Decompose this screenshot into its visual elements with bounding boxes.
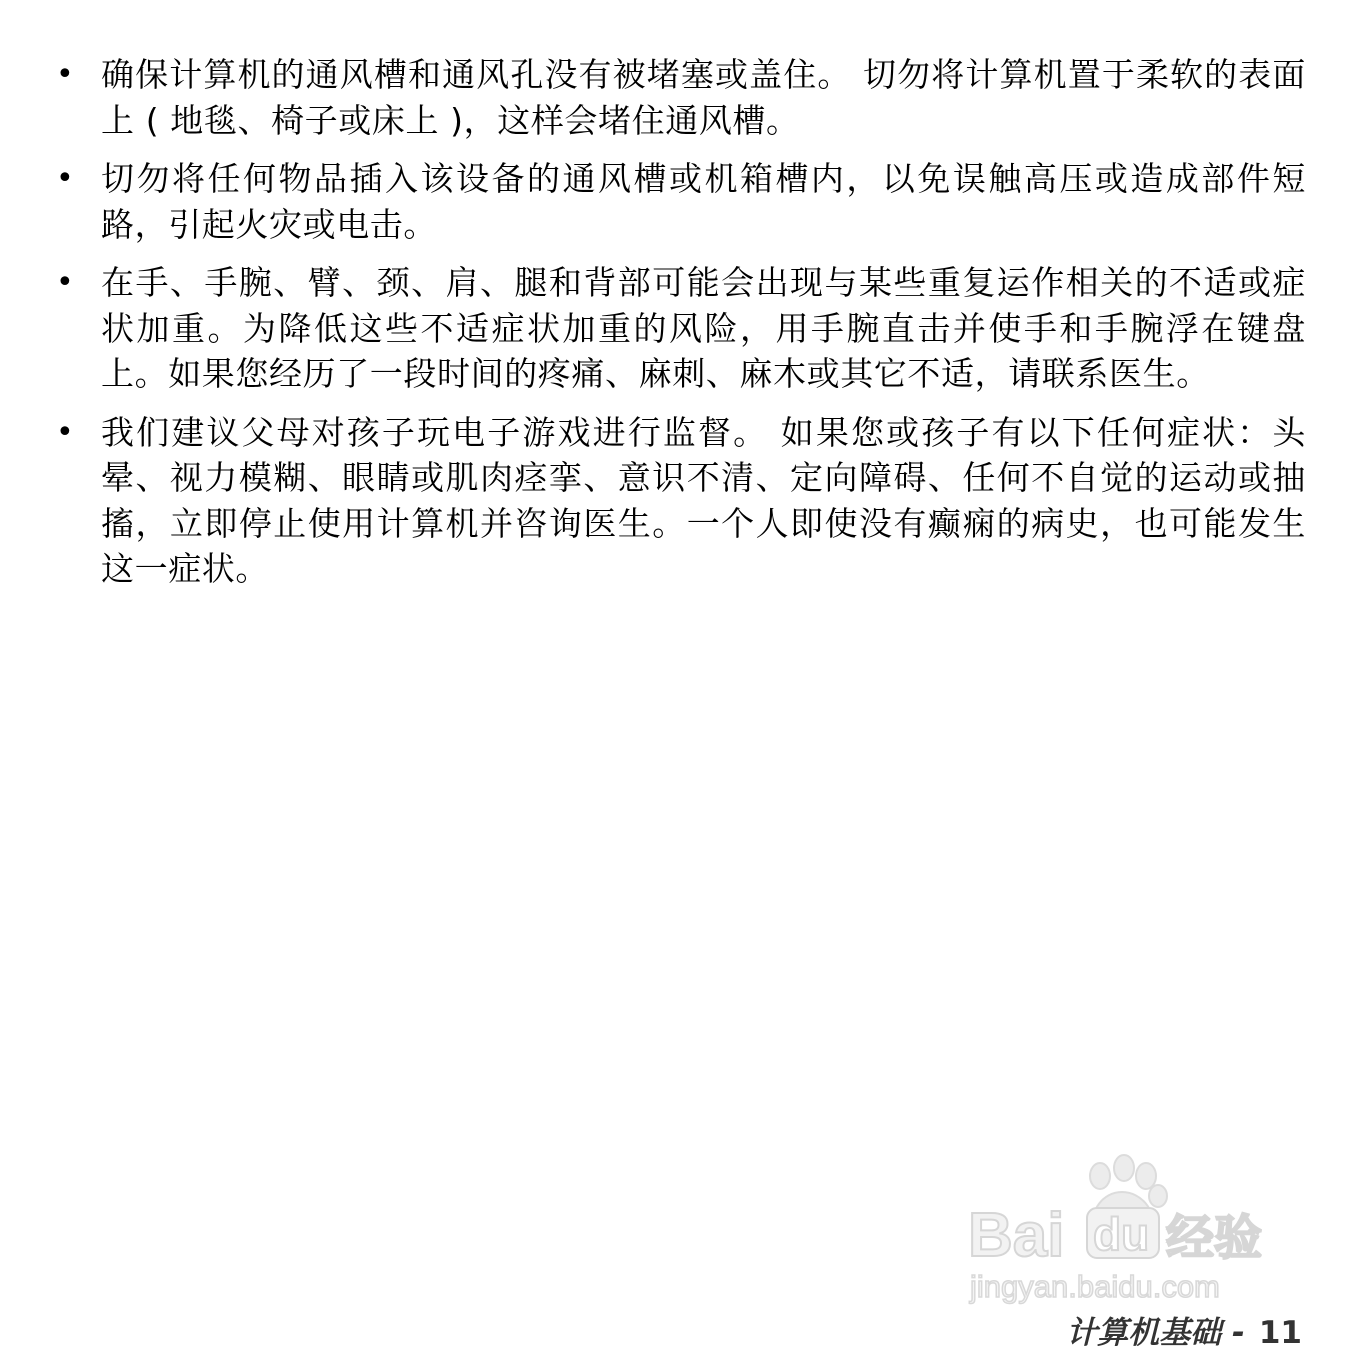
bullet-item-foreign-objects bbox=[56, 156, 1306, 247]
bullet-text: 确保计算机的通风槽和通风孔没有被堵塞或盖住。 切勿将计算机置于柔软的表面上 ( 地毯、椅子或床上 )，这样会堵住通风槽。 bbox=[101, 55, 1306, 140]
safety-bullet-list bbox=[56, 52, 1306, 605]
bullet-text: 在手、手腕、臂、颈、肩、腿和背部可能会出现与某些重复运作相关的不适或症状加重。为降低这些不适症状加重的风险，用手腕直击并使手和手腕浮在键盘上。如果您经历了一段时间的疼痛、麻刺、麻木或其它不适，请联系医生。 bbox=[101, 263, 1306, 393]
svg-text:du: du bbox=[1093, 1208, 1150, 1260]
svg-text:jingyan.baidu.com: jingyan.baidu.com bbox=[970, 1269, 1220, 1304]
bullet-text: 切勿将任何物品插入该设备的通风槽或机箱槽内，以免误触高压或造成部件短路，引起火灾或电击。 bbox=[101, 159, 1306, 244]
page-footer bbox=[1066, 1313, 1302, 1353]
svg-text:经验: 经验 bbox=[1166, 1210, 1263, 1266]
baidu-jingyan-watermark bbox=[962, 1152, 1282, 1312]
bullet-item-ventilation bbox=[56, 52, 1306, 143]
footer-section-title: 计算机基础 - bbox=[1066, 1315, 1245, 1351]
bullet-item-repetitive-strain bbox=[56, 260, 1306, 397]
svg-text:Bai: Bai bbox=[968, 1201, 1065, 1270]
bullet-icon: • bbox=[56, 414, 75, 450]
bullet-item-video-games bbox=[56, 410, 1306, 592]
page-number: 11 bbox=[1258, 1315, 1302, 1351]
bullet-text: 我们建议父母对孩子玩电子游戏进行监督。 如果您或孩子有以下任何症状：头晕、视力模糊、眼睛或肌肉痉挛、意识不清、定向障碍、任何不自觉的运动或抽搐，立即停止使用计算机并咨询医生。一个人即使没有癫痫的病史，也可能发生这一症状。 bbox=[101, 412, 1306, 588]
bullet-icon: • bbox=[56, 265, 75, 300]
bullet-icon: • bbox=[56, 161, 75, 196]
bullet-icon: • bbox=[56, 57, 75, 92]
